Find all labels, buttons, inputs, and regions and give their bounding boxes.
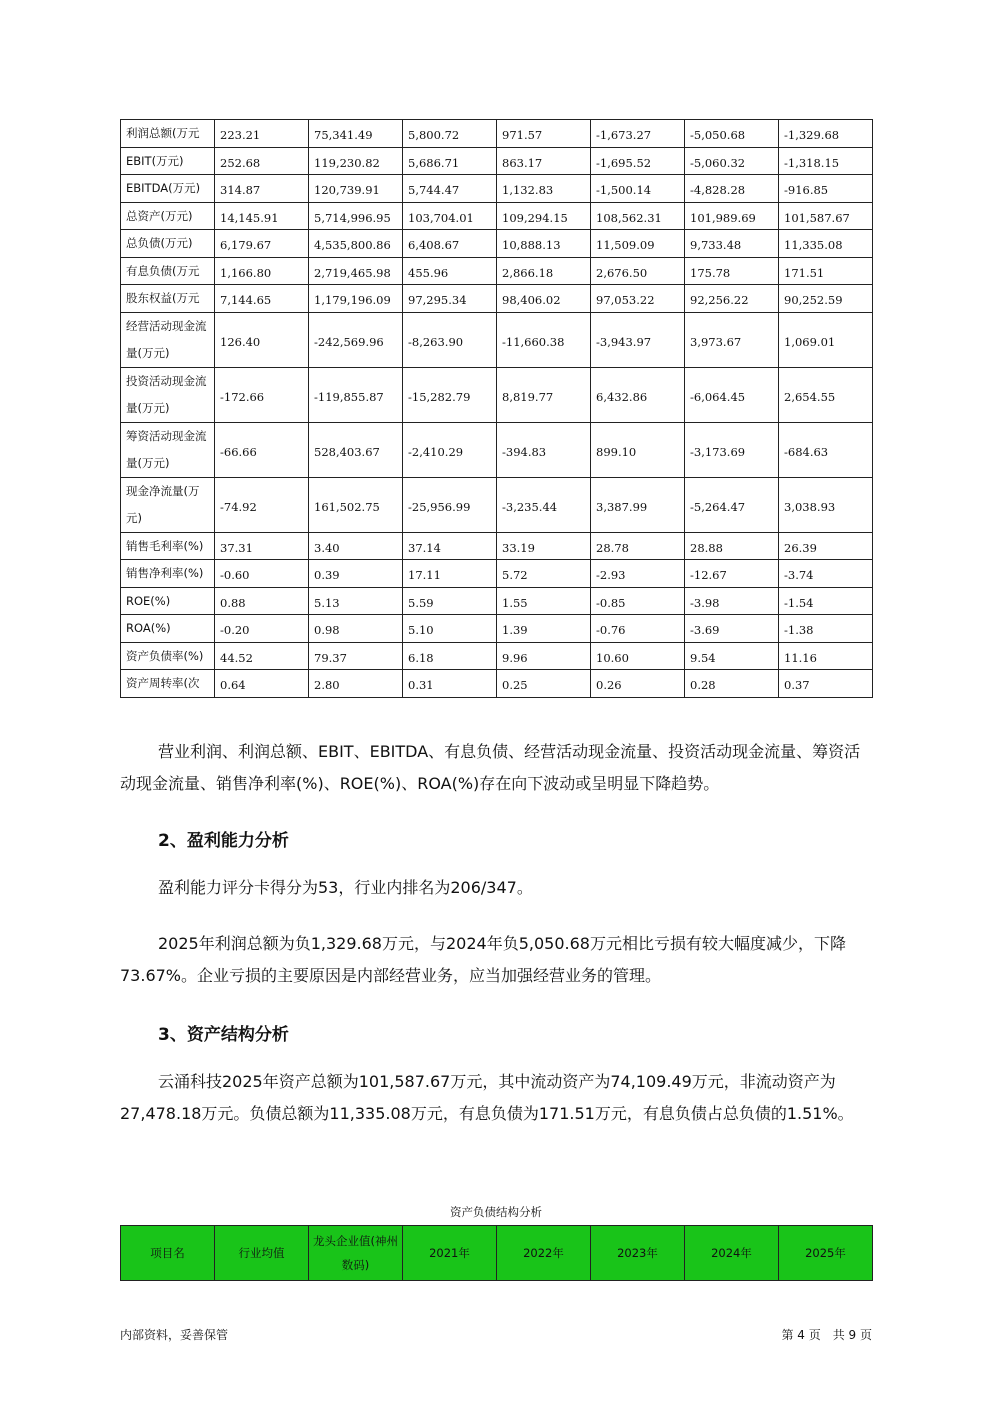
row-label: 总负债(万元) <box>121 230 215 258</box>
header-industry-average: 行业均值 <box>215 1226 309 1281</box>
table-cell: 9.96 <box>497 642 591 670</box>
table-cell: 17.11 <box>403 560 497 588</box>
row-label: ROA(%) <box>121 615 215 643</box>
table-cell: 37.31 <box>215 532 309 560</box>
table-cell: 1,069.01 <box>779 312 873 367</box>
header-year-2023: 2023年 <box>591 1226 685 1281</box>
table-cell: 1,166.80 <box>215 257 309 285</box>
table-cell: 0.37 <box>779 670 873 698</box>
table-cell: 1.55 <box>497 587 591 615</box>
table-cell: 1,132.83 <box>497 175 591 203</box>
table-cell: 5,744.47 <box>403 175 497 203</box>
table-cell: 5.10 <box>403 615 497 643</box>
table-cell: -6,064.45 <box>685 367 779 422</box>
table-cell: -5,050.68 <box>685 120 779 148</box>
table-cell: -1,695.52 <box>591 147 685 175</box>
table-cell: -0.76 <box>591 615 685 643</box>
table-row <box>121 175 873 203</box>
table-cell: 6,179.67 <box>215 230 309 258</box>
row-label: 有息负债(万元 <box>121 257 215 285</box>
table-cell: 7,144.65 <box>215 285 309 313</box>
table-cell: -2,410.29 <box>403 422 497 477</box>
table-cell: -66.66 <box>215 422 309 477</box>
header-year-2021: 2021年 <box>403 1226 497 1281</box>
table-cell: -15,282.79 <box>403 367 497 422</box>
table-cell: 26.39 <box>779 532 873 560</box>
header-year-2025: 2025年 <box>779 1226 873 1281</box>
section-heading-asset-structure: 3、资产结构分析 <box>158 1025 289 1045</box>
table-cell: 314.87 <box>215 175 309 203</box>
table-cell: -0.20 <box>215 615 309 643</box>
table-cell: 98,406.02 <box>497 285 591 313</box>
table-cell: 108,562.31 <box>591 202 685 230</box>
table-cell: 0.31 <box>403 670 497 698</box>
table-cell: -2.93 <box>591 560 685 588</box>
table-cell: -0.85 <box>591 587 685 615</box>
table-cell: 37.14 <box>403 532 497 560</box>
table-cell: -8,263.90 <box>403 312 497 367</box>
table-cell: 103,704.01 <box>403 202 497 230</box>
header-year-2022: 2022年 <box>497 1226 591 1281</box>
table-cell: 2.80 <box>309 670 403 698</box>
table-row <box>121 422 873 477</box>
table-cell: 11.16 <box>779 642 873 670</box>
table-cell: 5.13 <box>309 587 403 615</box>
table-cell: 79.37 <box>309 642 403 670</box>
table-cell: -0.60 <box>215 560 309 588</box>
table-cell: 6.18 <box>403 642 497 670</box>
table-row <box>121 642 873 670</box>
table-cell: -1.54 <box>779 587 873 615</box>
profitability-analysis-text: 2025年利润总额为负1,329.68万元，与2024年负5,050.68万元相比亏损有较大幅度减少，下降73.67%。企业亏损的主要原因是内部经营业务，应当加强经营业务的管理。 <box>120 934 846 985</box>
table-cell: -3,173.69 <box>685 422 779 477</box>
table-cell: -74.92 <box>215 477 309 532</box>
table-cell: -3.74 <box>779 560 873 588</box>
table-cell: 5.72 <box>497 560 591 588</box>
row-label: EBITDA(万元) <box>121 175 215 203</box>
table-cell: 5.59 <box>403 587 497 615</box>
table-row <box>121 147 873 175</box>
table-row <box>121 367 873 422</box>
table-cell: -3,943.97 <box>591 312 685 367</box>
table-cell: 455.96 <box>403 257 497 285</box>
header-year-2024: 2024年 <box>685 1226 779 1281</box>
table-cell: -119,855.87 <box>309 367 403 422</box>
table-cell: -3,235.44 <box>497 477 591 532</box>
table-cell: 3,387.99 <box>591 477 685 532</box>
table-cell: 175.78 <box>685 257 779 285</box>
row-label: EBIT(万元) <box>121 147 215 175</box>
table-cell: 0.26 <box>591 670 685 698</box>
table-cell: 971.57 <box>497 120 591 148</box>
table-cell: 2,866.18 <box>497 257 591 285</box>
table-cell: -3.98 <box>685 587 779 615</box>
table-cell: 171.51 <box>779 257 873 285</box>
header-item-name: 项目名 <box>121 1226 215 1281</box>
row-label: 资产周转率(次 <box>121 670 215 698</box>
row-label: 利润总额(万元 <box>121 120 215 148</box>
table-cell: 0.88 <box>215 587 309 615</box>
table-cell: 101,587.67 <box>779 202 873 230</box>
table-cell: 5,686.71 <box>403 147 497 175</box>
balance-table-caption: 资产负债结构分析 <box>450 1205 542 1219</box>
table-cell: -1,318.15 <box>779 147 873 175</box>
table-cell: 97,295.34 <box>403 285 497 313</box>
row-label: ROE(%) <box>121 587 215 615</box>
table-row <box>121 477 873 532</box>
table-cell: -25,956.99 <box>403 477 497 532</box>
table-cell: 1.39 <box>497 615 591 643</box>
table-row <box>121 202 873 230</box>
table-cell: 0.39 <box>309 560 403 588</box>
table-cell: 0.28 <box>685 670 779 698</box>
header-leader-value: 龙头企业值(神州数码) <box>309 1226 403 1281</box>
row-label: 现金净流量(万元) <box>121 477 215 532</box>
table-cell: -3.69 <box>685 615 779 643</box>
table-cell: 8,819.77 <box>497 367 591 422</box>
table-cell: -1.38 <box>779 615 873 643</box>
table-cell: 11,335.08 <box>779 230 873 258</box>
financial-table-body <box>121 120 873 698</box>
table-row <box>121 532 873 560</box>
table-cell: 863.17 <box>497 147 591 175</box>
table-cell: 3.40 <box>309 532 403 560</box>
row-label: 筹资活动现金流量(万元) <box>121 422 215 477</box>
table-cell: 899.10 <box>591 422 685 477</box>
table-cell: 1,179,196.09 <box>309 285 403 313</box>
table-cell: 5,800.72 <box>403 120 497 148</box>
summary-paragraph: 营业利润、利润总额、EBIT、EBITDA、有息负债、经营活动现金流量、投资活动现金流量、筹资活动现金流量、销售净利率(%)、ROE(%)、ROA(%)存在向下波动或呈明显下降趋势。 <box>120 742 861 793</box>
table-cell: 9,733.48 <box>685 230 779 258</box>
table-cell: -12.67 <box>685 560 779 588</box>
table-cell: 101,989.69 <box>685 202 779 230</box>
table-cell: -1,500.14 <box>591 175 685 203</box>
table-row <box>121 120 873 148</box>
row-label: 经营活动现金流量(万元) <box>121 312 215 367</box>
table-cell: 0.64 <box>215 670 309 698</box>
table-cell: 3,973.67 <box>685 312 779 367</box>
balance-table-header-row <box>121 1226 873 1281</box>
table-cell: -172.66 <box>215 367 309 422</box>
table-cell: -684.63 <box>779 422 873 477</box>
table-cell: -394.83 <box>497 422 591 477</box>
table-cell: 0.25 <box>497 670 591 698</box>
table-cell: 2,719,465.98 <box>309 257 403 285</box>
table-cell: 11,509.09 <box>591 230 685 258</box>
row-label: 投资活动现金流量(万元) <box>121 367 215 422</box>
table-cell: -242,569.96 <box>309 312 403 367</box>
row-label: 销售毛利率(%) <box>121 532 215 560</box>
table-cell: 6,432.86 <box>591 367 685 422</box>
table-row <box>121 587 873 615</box>
footer-confidential: 内部资料，妥善保管 <box>120 1328 229 1342</box>
table-cell: 119,230.82 <box>309 147 403 175</box>
table-cell: 120,739.91 <box>309 175 403 203</box>
table-cell: 528,403.67 <box>309 422 403 477</box>
table-cell: 252.68 <box>215 147 309 175</box>
row-label: 销售净利率(%) <box>121 560 215 588</box>
table-cell: -916.85 <box>779 175 873 203</box>
table-cell: 0.98 <box>309 615 403 643</box>
table-row <box>121 560 873 588</box>
financial-metrics-table <box>120 119 873 698</box>
table-cell: -11,660.38 <box>497 312 591 367</box>
table-row <box>121 257 873 285</box>
table-cell: 2,654.55 <box>779 367 873 422</box>
table-cell: 109,294.15 <box>497 202 591 230</box>
table-cell: 44.52 <box>215 642 309 670</box>
table-cell: 28.88 <box>685 532 779 560</box>
table-cell: 223.21 <box>215 120 309 148</box>
table-cell: 5,714,996.95 <box>309 202 403 230</box>
table-cell: -5,264.47 <box>685 477 779 532</box>
row-label: 股东权益(万元 <box>121 285 215 313</box>
table-row <box>121 285 873 313</box>
footer-page-number: 第 4 页 共 9 页 <box>781 1328 872 1342</box>
table-cell: 97,053.22 <box>591 285 685 313</box>
table-cell: -5,060.32 <box>685 147 779 175</box>
table-cell: 90,252.59 <box>779 285 873 313</box>
table-cell: 28.78 <box>591 532 685 560</box>
row-label: 总资产(万元) <box>121 202 215 230</box>
profitability-score-text: 盈利能力评分卡得分为53，行业内排名为206/347。 <box>158 878 533 897</box>
table-cell: 9.54 <box>685 642 779 670</box>
section-heading-profitability: 2、盈利能力分析 <box>158 831 289 851</box>
table-cell: -4,828.28 <box>685 175 779 203</box>
row-label: 资产负债率(%) <box>121 642 215 670</box>
table-cell: -1,329.68 <box>779 120 873 148</box>
table-row <box>121 615 873 643</box>
table-cell: 3,038.93 <box>779 477 873 532</box>
table-row <box>121 230 873 258</box>
table-cell: 10.60 <box>591 642 685 670</box>
table-cell: 92,256.22 <box>685 285 779 313</box>
table-cell: 10,888.13 <box>497 230 591 258</box>
table-cell: 126.40 <box>215 312 309 367</box>
asset-structure-text: 云涌科技2025年资产总额为101,587.67万元，其中流动资产为74,109.49万元，非流动资产为27,478.18万元。负债总额为11,335.08万元，有息负债为171.51万元，有息负债占总负债的1.51%。 <box>120 1072 854 1123</box>
table-cell: 4,535,800.86 <box>309 230 403 258</box>
table-cell: 75,341.49 <box>309 120 403 148</box>
table-cell: 6,408.67 <box>403 230 497 258</box>
table-cell: 161,502.75 <box>309 477 403 532</box>
table-cell: -1,673.27 <box>591 120 685 148</box>
table-cell: 2,676.50 <box>591 257 685 285</box>
balance-structure-table <box>120 1225 873 1281</box>
table-cell: 14,145.91 <box>215 202 309 230</box>
table-cell: 33.19 <box>497 532 591 560</box>
table-row <box>121 670 873 698</box>
table-row <box>121 312 873 367</box>
